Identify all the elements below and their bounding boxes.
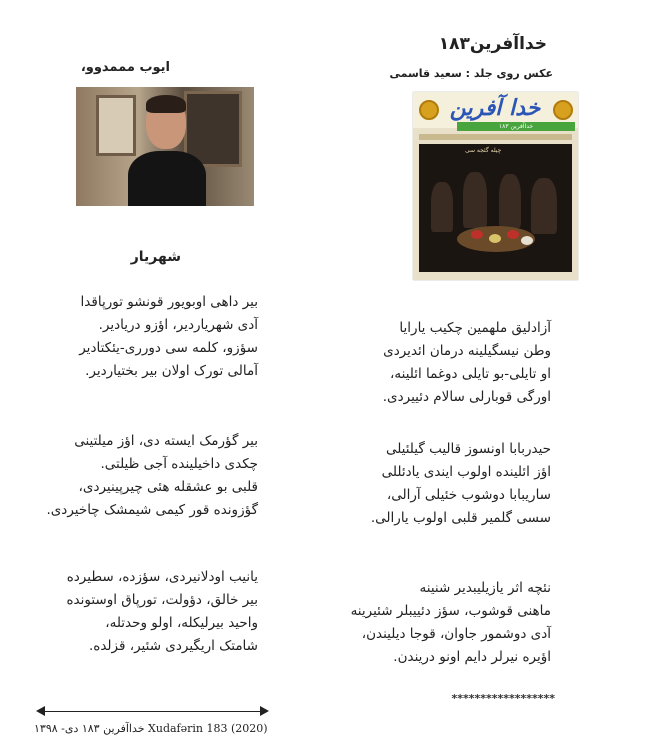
cover-figure [531, 178, 557, 234]
verse-line: آزادلیق ملهمین چکیب یارایا [399, 320, 551, 336]
cover-seal-right-icon [553, 100, 573, 120]
verse-line: اؤیره نیرلر دایم اونو دریندن. [393, 649, 551, 665]
magazine-cover-image [413, 92, 578, 280]
author-photo [76, 87, 254, 206]
cover-figure [499, 174, 521, 228]
verse-line: اؤز ائلینده اولوب ایندی یادئللی [381, 464, 551, 480]
verse-line: بیر خالق، دؤولت، تورپاق اوستونده [66, 592, 258, 608]
footer-citation [34, 722, 268, 735]
verse-line: شامتک اریگیردی شئیر، قزلده. [88, 638, 258, 654]
verse-line: اورگی قوبارلی سالام دئییردی. [382, 389, 551, 405]
verse-line: سؤزو، کلمه سی دورری-یئکتادیر [79, 340, 258, 356]
decorative-stars: ****************** [451, 692, 555, 705]
verse-line: نئچه اثر یازیلیبدیر شنینه [419, 580, 551, 596]
verse-line: قلبی بو عشقله هئی چیرپینیردی، [78, 479, 258, 495]
verse-line: چکدی داخیلینده آجی ظیلتی. [100, 456, 258, 472]
verse-line: او تایلی-بو تایلی دوغما ائلینه، [390, 366, 551, 382]
verse-line: ماهنی قوشوب، سؤز دئییبلر شئیرینه [350, 603, 551, 619]
cover-photo [419, 144, 572, 272]
verse-line: حیدربابا اونسوز قالیب گیلئیلی [385, 441, 551, 457]
left-stanza-3 [66, 566, 258, 658]
footer-rule [38, 711, 266, 712]
verse-line: یانیب اودلانیردی، سؤزده، سطیرده [66, 569, 258, 585]
cover-fruit [471, 230, 483, 239]
arrow-right-icon [260, 706, 269, 716]
cover-fruit [521, 236, 533, 245]
verse-line: ساریبابا دوشوب خئیلی آرالی، [386, 487, 551, 503]
right-stanza-1 [383, 317, 551, 409]
verse-line: گؤزونده قور کیمی شیمشک چاخیردی. [46, 502, 258, 518]
cover-info-strip [419, 134, 572, 140]
footer-citation-latin: Xudafərin 183 (2020) [148, 722, 268, 735]
verse-line: واحید بیرلیکله، اولو وحدتله، [105, 615, 258, 631]
photo-window [96, 95, 136, 156]
photo-person-body [128, 151, 206, 206]
verse-line: وطن نیسگیلینه درمان ائدیردی [383, 343, 551, 359]
verse-line: بیر داهی اوبویور قونشو تورپاقدا [80, 294, 258, 310]
verse-line: آمالی تورک اولان بیر بختیاردیر. [85, 363, 258, 379]
magazine-title: خداآفرین۱۸۳ [438, 34, 547, 54]
photo-person-hair [146, 95, 186, 113]
cover-photo-label: چیله گئجه سی [465, 147, 502, 154]
cover-fruit [489, 234, 501, 243]
right-stanza-3 [351, 577, 551, 669]
left-stanza-2 [46, 430, 258, 522]
verse-line: سسی گلمیر قلبی اولوب یارالی. [370, 510, 551, 526]
cover-logo: خدا آفرین [449, 95, 541, 121]
right-stanza-2 [371, 438, 551, 530]
verse-line: بیر گؤرمک ایسته دی، اؤز میلتینی [74, 433, 258, 449]
footer-citation-persian: خداآفرین ۱۸۳ دی- ۱۳۹۸ [34, 722, 145, 735]
cover-green-band [457, 122, 575, 131]
cover-photo-credit: عکس روی جلد : سعید قاسمی [389, 67, 553, 80]
cover-figure [431, 182, 453, 232]
cover-seal-left-icon [419, 100, 439, 120]
cover-figure [463, 172, 487, 228]
author-name: ایوب مممدوو، [80, 60, 170, 75]
poem-title: شهریار [130, 249, 181, 265]
verse-line: آدی شهریاردیر، اؤزو دریادیر. [98, 317, 258, 333]
verse-line: آدی دوشمور جاوان، قوجا دیلیندن، [361, 626, 551, 642]
cover-fruit [507, 230, 519, 239]
left-stanza-1 [79, 291, 258, 383]
cover-band-text: خداآفرین ۱۸۳ [498, 123, 534, 130]
